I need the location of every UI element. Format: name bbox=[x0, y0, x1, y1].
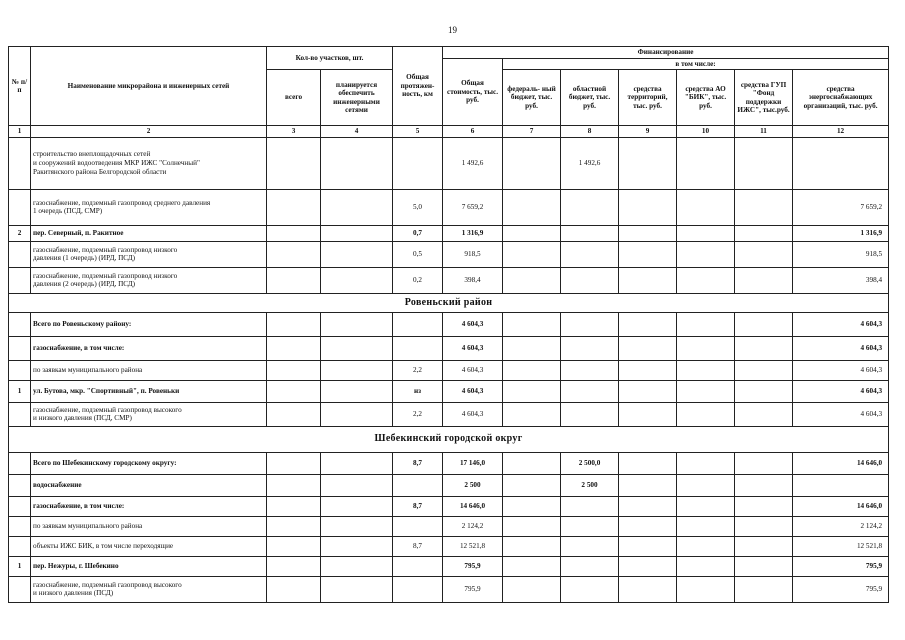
cell-cost: 398,4 bbox=[443, 267, 503, 293]
cell-length: 8,7 bbox=[393, 496, 443, 516]
cell-total bbox=[267, 452, 321, 474]
cell-territories bbox=[619, 189, 677, 225]
cell-length bbox=[393, 576, 443, 602]
cell-length bbox=[393, 137, 443, 189]
cell-cost: 918,5 bbox=[443, 241, 503, 267]
cell-total bbox=[267, 312, 321, 336]
cell-regional bbox=[561, 576, 619, 602]
cell-bik bbox=[677, 496, 735, 516]
table-row bbox=[9, 452, 889, 474]
table-row bbox=[9, 496, 889, 516]
table-row bbox=[9, 267, 889, 293]
cell-bik bbox=[677, 267, 735, 293]
cell-federal bbox=[503, 576, 561, 602]
cell-territories bbox=[619, 360, 677, 380]
cell-total bbox=[267, 189, 321, 225]
cell-total bbox=[267, 137, 321, 189]
cell-planned bbox=[321, 402, 393, 426]
cell-num bbox=[9, 474, 31, 496]
cell-energy: 4 604,3 bbox=[793, 360, 889, 380]
cell-cost: 4 604,3 bbox=[443, 312, 503, 336]
cell-cost: 2 124,2 bbox=[443, 516, 503, 536]
cell-regional bbox=[561, 336, 619, 360]
section-header-row bbox=[9, 426, 889, 452]
cell-gup bbox=[735, 452, 793, 474]
cell-bik bbox=[677, 556, 735, 576]
cell-regional bbox=[561, 380, 619, 402]
header-federal: федераль- ный бюджет, тыс. руб. bbox=[503, 70, 561, 126]
cell-federal bbox=[503, 380, 561, 402]
cell-gup bbox=[735, 496, 793, 516]
cell-length: 5,0 bbox=[393, 189, 443, 225]
cell-length: 2,2 bbox=[393, 360, 443, 380]
table-row bbox=[9, 536, 889, 556]
cell-regional bbox=[561, 402, 619, 426]
cell-territories bbox=[619, 312, 677, 336]
cell-num bbox=[9, 536, 31, 556]
cell-total bbox=[267, 496, 321, 516]
cell-territories bbox=[619, 267, 677, 293]
cell-planned bbox=[321, 474, 393, 496]
header-energy: средства энергоснабжающих организаций, тыс. руб. bbox=[793, 70, 889, 126]
cell-bik bbox=[677, 189, 735, 225]
table-row bbox=[9, 556, 889, 576]
header-length: Общая протяжен- ность, км bbox=[393, 47, 443, 126]
cell-energy: 795,9 bbox=[793, 576, 889, 602]
cell-territories bbox=[619, 474, 677, 496]
cell-planned bbox=[321, 516, 393, 536]
cell-planned bbox=[321, 137, 393, 189]
cell-length: 2,2 bbox=[393, 402, 443, 426]
header-regional: областной бюджет, тыс. руб. bbox=[561, 70, 619, 126]
cell-bik bbox=[677, 336, 735, 360]
col-index: 7 bbox=[503, 126, 561, 138]
cell-energy: 398,4 bbox=[793, 267, 889, 293]
cell-planned bbox=[321, 452, 393, 474]
header-name: Наименование микрорайона и инженерных сетей bbox=[31, 47, 267, 126]
cell-regional bbox=[561, 536, 619, 556]
cell-name: по заявкам муниципального района bbox=[31, 516, 267, 536]
cell-planned bbox=[321, 556, 393, 576]
cell-name: газоснабжение, подземный газопровод низкого давления (1 очередь) (ИРД, ПСД) bbox=[31, 241, 267, 267]
cell-name: пер. Северный, п. Ракитное bbox=[31, 225, 267, 241]
cell-cost: 1 492,6 bbox=[443, 137, 503, 189]
cell-planned bbox=[321, 312, 393, 336]
cell-total bbox=[267, 474, 321, 496]
cell-bik bbox=[677, 137, 735, 189]
cell-regional: 2 500,0 bbox=[561, 452, 619, 474]
cell-cost: 4 604,3 bbox=[443, 380, 503, 402]
cell-length bbox=[393, 474, 443, 496]
header-num: № п/п bbox=[9, 47, 31, 126]
cell-total bbox=[267, 360, 321, 380]
cell-gup bbox=[735, 312, 793, 336]
cell-federal bbox=[503, 556, 561, 576]
cell-gup bbox=[735, 576, 793, 602]
cell-total bbox=[267, 380, 321, 402]
cell-planned bbox=[321, 267, 393, 293]
cell-regional bbox=[561, 189, 619, 225]
cell-federal bbox=[503, 137, 561, 189]
cell-planned bbox=[321, 241, 393, 267]
header-including: в том числе: bbox=[503, 58, 889, 70]
col-index: 5 bbox=[393, 126, 443, 138]
col-index: 1 bbox=[9, 126, 31, 138]
cell-gup bbox=[735, 536, 793, 556]
cell-length: 0,7 bbox=[393, 225, 443, 241]
cell-bik bbox=[677, 452, 735, 474]
cell-federal bbox=[503, 474, 561, 496]
col-index: 11 bbox=[735, 126, 793, 138]
col-index: 12 bbox=[793, 126, 889, 138]
cell-bik bbox=[677, 241, 735, 267]
cell-territories bbox=[619, 556, 677, 576]
header-plots: Кол-во участков, шт. bbox=[267, 47, 393, 70]
cell-gup bbox=[735, 267, 793, 293]
cell-energy: 795,9 bbox=[793, 556, 889, 576]
financing-table bbox=[8, 46, 889, 603]
cell-total bbox=[267, 225, 321, 241]
cell-length: 8,7 bbox=[393, 452, 443, 474]
cell-gup bbox=[735, 225, 793, 241]
section-title: Ровеньский район bbox=[9, 293, 889, 312]
cell-num bbox=[9, 402, 31, 426]
cell-gup bbox=[735, 360, 793, 380]
cell-cost: 1 316,9 bbox=[443, 225, 503, 241]
cell-regional bbox=[561, 496, 619, 516]
table-body bbox=[9, 137, 889, 602]
cell-length: 0,2 bbox=[393, 267, 443, 293]
table-row bbox=[9, 402, 889, 426]
header-gup: средства ГУП "Фонд поддержки ИЖС", тыс.руб. bbox=[735, 70, 793, 126]
cell-federal bbox=[503, 360, 561, 380]
cell-energy: 12 521,8 bbox=[793, 536, 889, 556]
cell-bik bbox=[677, 225, 735, 241]
cell-federal bbox=[503, 189, 561, 225]
cell-num: 1 bbox=[9, 556, 31, 576]
cell-num bbox=[9, 241, 31, 267]
cell-num bbox=[9, 516, 31, 536]
cell-federal bbox=[503, 402, 561, 426]
cell-planned bbox=[321, 536, 393, 556]
cell-energy: 4 604,3 bbox=[793, 336, 889, 360]
cell-federal bbox=[503, 496, 561, 516]
cell-planned bbox=[321, 225, 393, 241]
cell-bik bbox=[677, 536, 735, 556]
cell-federal bbox=[503, 452, 561, 474]
cell-energy: 2 124,2 bbox=[793, 516, 889, 536]
cell-num bbox=[9, 360, 31, 380]
cell-total bbox=[267, 576, 321, 602]
table-row bbox=[9, 241, 889, 267]
table-row bbox=[9, 336, 889, 360]
col-index: 8 bbox=[561, 126, 619, 138]
cell-territories bbox=[619, 380, 677, 402]
cell-territories bbox=[619, 452, 677, 474]
cell-regional: 1 492,6 bbox=[561, 137, 619, 189]
cell-cost: 4 604,3 bbox=[443, 360, 503, 380]
cell-regional bbox=[561, 225, 619, 241]
cell-name: газоснабжение, подземный газопровод низкого давления (2 очередь) (ИРД, ПСД) bbox=[31, 267, 267, 293]
table-row bbox=[9, 576, 889, 602]
cell-territories bbox=[619, 576, 677, 602]
cell-length: нз bbox=[393, 380, 443, 402]
cell-regional bbox=[561, 556, 619, 576]
section-title: Шебекинский городской округ bbox=[9, 426, 889, 452]
cell-length bbox=[393, 556, 443, 576]
cell-cost: 795,9 bbox=[443, 576, 503, 602]
cell-energy: 14 646,0 bbox=[793, 452, 889, 474]
cell-name: Всего по Шебекинскому городскому округу: bbox=[31, 452, 267, 474]
cell-num: 2 bbox=[9, 225, 31, 241]
cell-name: Всего по Ровеньскому району: bbox=[31, 312, 267, 336]
cell-territories bbox=[619, 496, 677, 516]
cell-federal bbox=[503, 336, 561, 360]
cell-territories bbox=[619, 241, 677, 267]
col-index: 6 bbox=[443, 126, 503, 138]
cell-gup bbox=[735, 336, 793, 360]
cell-energy: 918,5 bbox=[793, 241, 889, 267]
cell-bik bbox=[677, 516, 735, 536]
cell-bik bbox=[677, 576, 735, 602]
cell-territories bbox=[619, 402, 677, 426]
cell-federal bbox=[503, 267, 561, 293]
cell-num bbox=[9, 189, 31, 225]
table-row bbox=[9, 516, 889, 536]
cell-regional bbox=[561, 241, 619, 267]
cell-gup bbox=[735, 380, 793, 402]
cell-energy: 4 604,3 bbox=[793, 402, 889, 426]
cell-total bbox=[267, 402, 321, 426]
cell-bik bbox=[677, 360, 735, 380]
cell-cost: 7 659,2 bbox=[443, 189, 503, 225]
cell-total bbox=[267, 536, 321, 556]
cell-planned bbox=[321, 380, 393, 402]
table-row bbox=[9, 225, 889, 241]
cell-num: 1 bbox=[9, 380, 31, 402]
header-total-cost: Общая стоимость, тыс. руб. bbox=[443, 58, 503, 126]
header-financing: Финансирование bbox=[443, 47, 889, 59]
col-index: 3 bbox=[267, 126, 321, 138]
cell-total bbox=[267, 267, 321, 293]
cell-territories bbox=[619, 536, 677, 556]
cell-num bbox=[9, 576, 31, 602]
table-row bbox=[9, 380, 889, 402]
cell-length: 8,7 bbox=[393, 536, 443, 556]
cell-energy: 7 659,2 bbox=[793, 189, 889, 225]
col-index: 9 bbox=[619, 126, 677, 138]
cell-total bbox=[267, 336, 321, 360]
cell-gup bbox=[735, 516, 793, 536]
cell-bik bbox=[677, 380, 735, 402]
cell-planned bbox=[321, 360, 393, 380]
cell-bik bbox=[677, 312, 735, 336]
cell-gup bbox=[735, 137, 793, 189]
header-plots-planned: планируется обеспечить инженерными сетями bbox=[321, 70, 393, 126]
cell-num bbox=[9, 267, 31, 293]
cell-planned bbox=[321, 576, 393, 602]
cell-num bbox=[9, 137, 31, 189]
cell-cost: 14 646,0 bbox=[443, 496, 503, 516]
cell-federal bbox=[503, 312, 561, 336]
cell-name: объекты ИЖС БИК, в том числе переходящие bbox=[31, 536, 267, 556]
cell-num bbox=[9, 452, 31, 474]
cell-length bbox=[393, 336, 443, 360]
cell-bik bbox=[677, 402, 735, 426]
cell-name: водоснабжение bbox=[31, 474, 267, 496]
cell-regional bbox=[561, 267, 619, 293]
cell-energy: 14 646,0 bbox=[793, 496, 889, 516]
cell-total bbox=[267, 241, 321, 267]
cell-cost: 17 146,0 bbox=[443, 452, 503, 474]
header-bik: средства АО "БИК", тыс. руб. bbox=[677, 70, 735, 126]
cell-cost: 12 521,8 bbox=[443, 536, 503, 556]
table-row bbox=[9, 474, 889, 496]
cell-territories bbox=[619, 137, 677, 189]
col-index: 10 bbox=[677, 126, 735, 138]
cell-gup bbox=[735, 189, 793, 225]
cell-length: 0,5 bbox=[393, 241, 443, 267]
cell-energy: 4 604,3 bbox=[793, 380, 889, 402]
cell-cost: 795,9 bbox=[443, 556, 503, 576]
header-territories: средства территорий, тыс. руб. bbox=[619, 70, 677, 126]
column-index-row bbox=[9, 126, 889, 138]
cell-planned bbox=[321, 496, 393, 516]
cell-num bbox=[9, 496, 31, 516]
section-header-row bbox=[9, 293, 889, 312]
page-number: 19 bbox=[448, 25, 457, 35]
cell-territories bbox=[619, 516, 677, 536]
cell-total bbox=[267, 556, 321, 576]
col-index: 4 bbox=[321, 126, 393, 138]
cell-name: газоснабжение, в том числе: bbox=[31, 496, 267, 516]
cell-gup bbox=[735, 474, 793, 496]
cell-territories bbox=[619, 225, 677, 241]
cell-name: газоснабжение, подземный газопровод высокого и низкого давления (ПСД) bbox=[31, 576, 267, 602]
cell-regional bbox=[561, 312, 619, 336]
col-index: 2 bbox=[31, 126, 267, 138]
cell-gup bbox=[735, 241, 793, 267]
header-plots-total: всего bbox=[267, 70, 321, 126]
cell-regional: 2 500 bbox=[561, 474, 619, 496]
cell-num bbox=[9, 336, 31, 360]
cell-name: ул. Бутова, мкр. "Спортивный", п. Ровеньки bbox=[31, 380, 267, 402]
cell-gup bbox=[735, 556, 793, 576]
cell-bik bbox=[677, 474, 735, 496]
table-row bbox=[9, 360, 889, 380]
cell-energy: 1 316,9 bbox=[793, 225, 889, 241]
cell-energy bbox=[793, 137, 889, 189]
table-row bbox=[9, 137, 889, 189]
table-row bbox=[9, 189, 889, 225]
cell-name: газоснабжение, подземный газопровод среднего давления 1 очередь (ПСД, СМР) bbox=[31, 189, 267, 225]
cell-energy: 4 604,3 bbox=[793, 312, 889, 336]
cell-cost: 2 500 bbox=[443, 474, 503, 496]
cell-cost: 4 604,3 bbox=[443, 336, 503, 360]
cell-federal bbox=[503, 516, 561, 536]
cell-planned bbox=[321, 336, 393, 360]
cell-federal bbox=[503, 536, 561, 556]
cell-name: газоснабжение, подземный газопровод высокого и низкого давления (ПСД, СМР) bbox=[31, 402, 267, 426]
cell-regional bbox=[561, 360, 619, 380]
cell-name: строительство внеплощадочных сетей и сооружений водоотведения МКР ИЖС "Солнечный" Ракитянского района Белгородской области bbox=[31, 137, 267, 189]
table-row bbox=[9, 312, 889, 336]
cell-length bbox=[393, 516, 443, 536]
cell-federal bbox=[503, 225, 561, 241]
cell-gup bbox=[735, 402, 793, 426]
cell-planned bbox=[321, 189, 393, 225]
cell-name: пер. Нежуры, г. Шебекино bbox=[31, 556, 267, 576]
cell-name: газоснабжение, в том числе: bbox=[31, 336, 267, 360]
cell-regional bbox=[561, 516, 619, 536]
cell-territories bbox=[619, 336, 677, 360]
cell-length bbox=[393, 312, 443, 336]
cell-total bbox=[267, 516, 321, 536]
cell-cost: 4 604,3 bbox=[443, 402, 503, 426]
cell-name: по заявкам муниципального района bbox=[31, 360, 267, 380]
cell-energy bbox=[793, 474, 889, 496]
cell-num bbox=[9, 312, 31, 336]
cell-federal bbox=[503, 241, 561, 267]
